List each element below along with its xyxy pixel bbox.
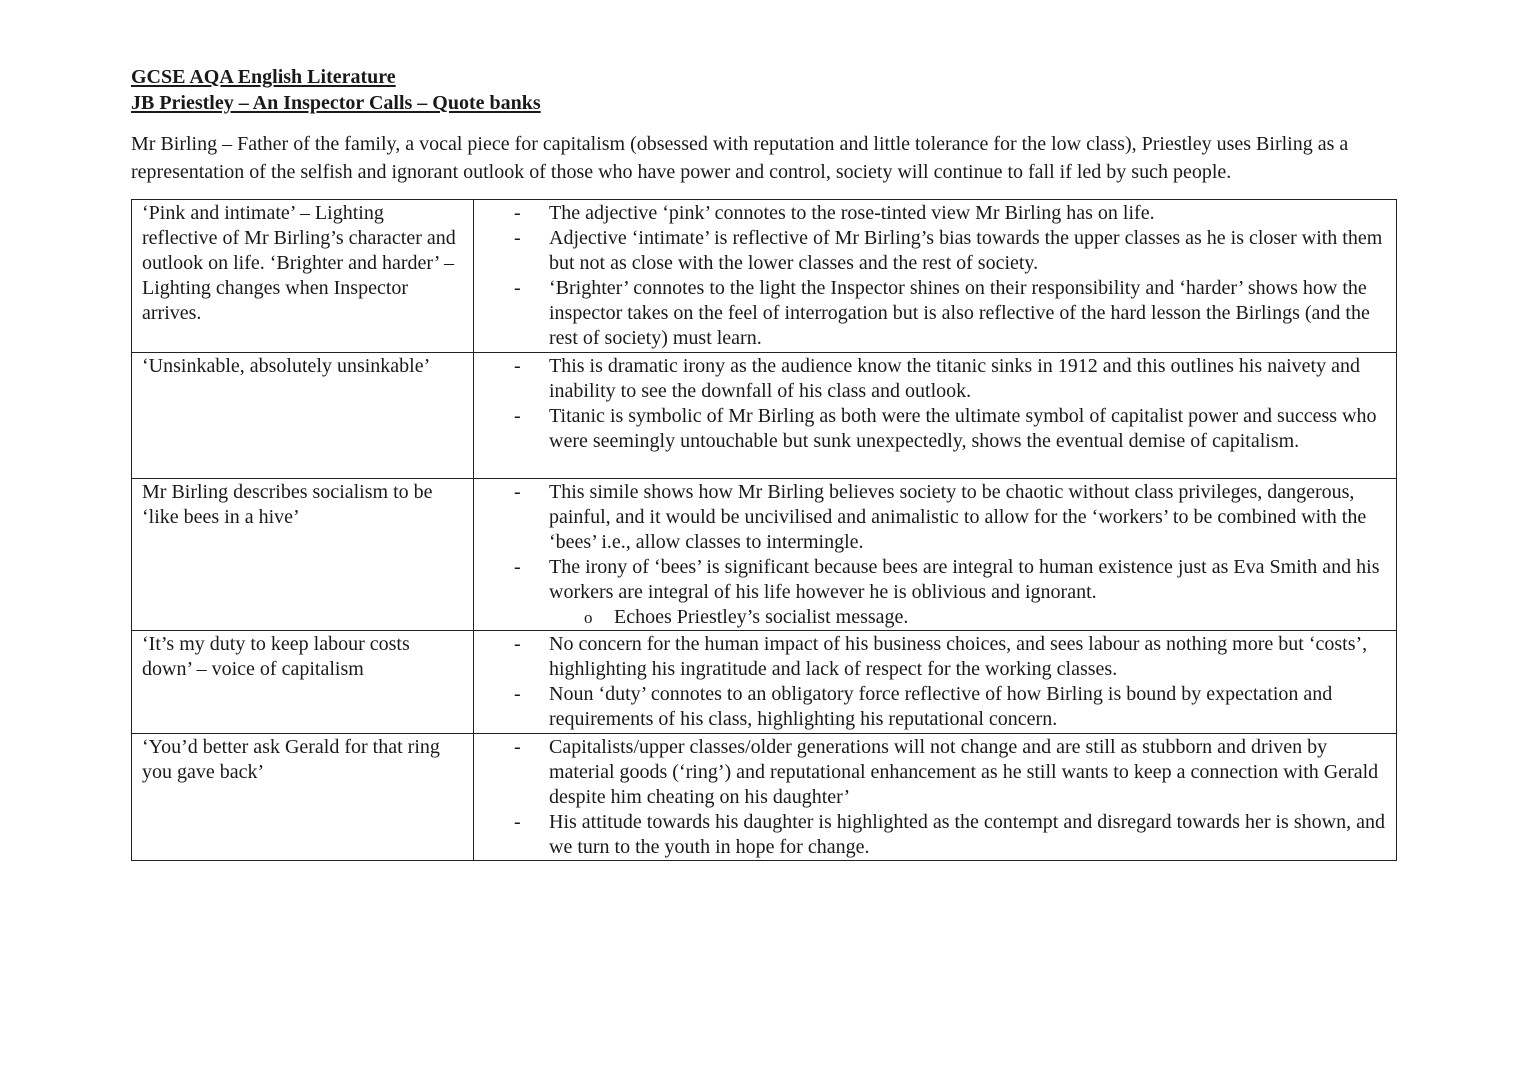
analysis-point: - No concern for the human impact of his business choices, and sees labour as nothing more but ‘costs’, highlighting his ingratitude and lack of respect for the working classes. — [514, 633, 1368, 681]
analysis-cell — [474, 478, 1397, 631]
analysis-sub-point: o Echoes Priestley’s socialist message. — [474, 605, 1388, 630]
table-row — [132, 478, 1397, 631]
bullet-dash: - — [514, 810, 521, 833]
intro-paragraph: Mr Birling – Father of the family, a vocal piece for capitalism (obsessed with reputation and little tolerance for the low class), Priestley uses Birling as a representation of the selfish and ignorant outlook of those who have power and control, society will continue to fall if led by such people. — [131, 133, 1349, 183]
quote-cell: Mr Birling describes socialism to be ‘like bees in a hive’ — [132, 478, 474, 631]
bullet-circle: o — [584, 608, 593, 628]
document-subtitle: JB Priestley – An Inspector Calls – Quote banks — [131, 92, 541, 114]
analysis-point: - The adjective ‘pink’ connotes to the rose-tinted view Mr Birling has on life. — [474, 201, 1388, 226]
bullet-dash: - — [514, 633, 521, 656]
analysis-point: - His attitude towards his daughter is highlighted as the contempt and disregard towards her is shown, and we turn to the youth in hope for change. — [514, 810, 1385, 858]
quote-cell: ‘Pink and intimate’ – Lighting reflective of Mr Birling’s character and outlook on life. ‘Brighter and harder’ – Lighting changes when Inspector arrives. — [132, 200, 474, 353]
analysis-point: - This simile shows how Mr Birling believes society to be chaotic without class privileges, dangerous, painful, and it would be uncivilised and animalistic to allow for the ‘workers’ to be combined with the ‘bees’ i.e., allow classes to intermingle. — [514, 480, 1367, 553]
analysis-cell — [474, 631, 1397, 733]
table-row — [132, 631, 1397, 733]
analysis-point: - Adjective ‘intimate’ is reflective of Mr Birling’s bias towards the upper classes as he is closer with them but not as close with the lower classes and the rest of society. — [514, 227, 1383, 275]
bullet-dash: - — [514, 735, 521, 758]
quote-bank-table — [131, 199, 1397, 861]
analysis-cell — [474, 200, 1397, 353]
table-row — [132, 200, 1397, 353]
table-row — [132, 733, 1397, 860]
analysis-point: - Titanic is symbolic of Mr Birling as both were the ultimate symbol of capitalist power and success who were seemingly untouchable but sunk unexpectedly, shows the eventual demise of capitalism. — [514, 404, 1377, 452]
quote-cell: ‘It’s my duty to keep labour costs down’ – voice of capitalism — [132, 631, 474, 733]
analysis-point: - Noun ‘duty’ connotes to an obligatory force reflective of how Birling is bound by expectation and requirements of his class, highlighting his reputational concern. — [514, 683, 1333, 731]
analysis-cell — [474, 733, 1397, 860]
bullet-dash: - — [514, 277, 521, 300]
analysis-point: - ‘Brighter’ connotes to the light the Inspector shines on their responsibility and ‘harder’ shows how the inspector takes on the feel of interrogation but is also reflective of the hard lesson the Birlings (and the rest of society) must learn. — [514, 277, 1370, 350]
quote-cell: ‘Unsinkable, absolutely unsinkable’ — [132, 352, 474, 478]
bullet-dash: - — [514, 202, 521, 224]
bullet-dash: - — [514, 683, 521, 706]
analysis-point: - This is dramatic irony as the audience know the titanic sinks in 1912 and this outlines his naivety and inability to see the downfall of his class and outlook. — [514, 354, 1360, 402]
table-row — [132, 352, 1397, 478]
bullet-dash: - — [514, 404, 521, 427]
analysis-cell — [474, 352, 1397, 478]
bullet-dash: - — [514, 555, 521, 578]
bullet-dash: - — [514, 354, 521, 377]
analysis-point: - Capitalists/upper classes/older generations will not change and are still as stubborn and driven by material goods (‘ring’) and reputational enhancement as he still wants to keep a connection with Gerald despite him cheating on his daughter’ — [514, 735, 1379, 808]
document-title: GCSE AQA English Literature — [131, 66, 396, 88]
bullet-dash: - — [514, 227, 521, 250]
quote-cell: ‘You’d better ask Gerald for that ring you gave back’ — [132, 733, 474, 860]
document-page — [131, 64, 1397, 861]
analysis-point: - The irony of ‘bees’ is significant because bees are integral to human existence just as Eva Smith and his workers are integral of his life however he is oblivious and ignorant. o Echoes Priestley’s socialist message. — [474, 555, 1388, 630]
bullet-dash: - — [514, 480, 521, 503]
